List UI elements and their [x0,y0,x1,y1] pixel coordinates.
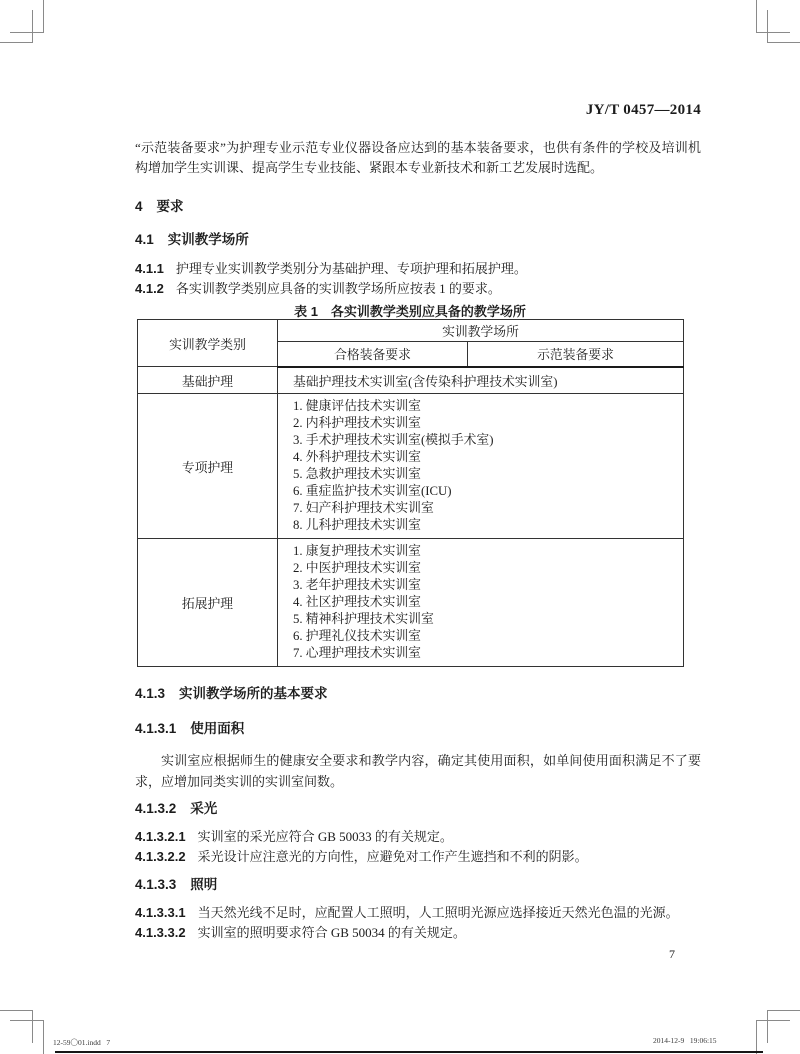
section-number: 4 [135,199,143,214]
list-item: 2. 内科护理技术实训室 [293,416,421,430]
clause-number: 4.1.1 [135,261,164,276]
section-title: 要求 [156,199,184,214]
clause-number: 4.1.3.3.1 [135,905,186,920]
clause-number: 4.1.3.2.1 [135,829,186,844]
table-header-category: 实训教学类别 [138,320,278,367]
crop-mark-bottom-left-inner [10,1020,44,1054]
clause-4-1-3-3-1 [135,903,701,923]
row-category-basic: 基础护理 [138,367,278,394]
intro-paragraph: “示范装备要求”为护理专业示范专业仪器设备应达到的基本装备要求，也供有条件的学校及培训机构增加学生实训课、提高学生专业技能、紧跟本专业新技术和新工艺发展时选配。 [135,140,701,175]
list-item: 3. 手术护理技术实训室(模拟手术室) [293,433,494,447]
clause-number: 4.1.3.2.2 [135,849,186,864]
section-number: 4.1.3.3 [135,877,177,892]
section-title: 实训教学场所的基本要求 [179,686,328,701]
list-item: 5. 急救护理技术实训室 [293,467,421,481]
footer-file-name: 12-59〇01.indd 7 [53,1038,111,1047]
list-item: 1. 康复护理技术实训室 [293,544,421,558]
clause-4-1-3-3-2 [135,923,701,943]
paragraph-4-1-3-1: 实训室应根据师生的健康安全要求和教学内容，确定其使用面积，如单间使用面积满足不了要求，应增加同类实训的实训室间数。 [135,753,701,789]
footer-timestamp: 2014-12-9 19:06:15 [653,1036,717,1045]
row-items-basic: 基础护理技术实训室(含传染科护理技术实训室) [278,367,684,394]
clause-text: 实训室的采光应符合 GB 50033 的有关规定。 [197,829,453,844]
section-heading-4-1-3-2 [135,799,701,819]
section-heading-4-1-3 [135,684,701,704]
table-1 [137,319,684,667]
bottom-edge-rule [55,1051,763,1053]
clause-4-1-1 [135,259,701,279]
crop-mark-top-right-inner [767,10,800,43]
clause-4-1-2 [135,279,701,299]
row-category-extended: 拓展护理 [138,539,278,667]
section-heading-4-1-3-1 [135,719,701,739]
list-item: 4. 外科护理技术实训室 [293,450,421,464]
section-number: 4.1 [135,232,154,247]
table-row [138,367,684,394]
clause-text: 各实训教学类别应具备的实训教学场所应按表 1 的要求。 [175,281,501,296]
section-title: 使用面积 [190,721,245,736]
section-number: 4.1.3 [135,686,166,701]
row-items-extended [278,539,684,667]
table-header-place: 实训教学场所 [278,320,684,342]
clause-4-1-3-2-1 [135,827,701,847]
list-item: 1. 健康评估技术实训室 [293,399,421,413]
row-items-special [278,394,684,539]
clause-text: 护理专业实训教学类别分为基础护理、专项护理和拓展护理。 [175,261,527,276]
list-item: 6. 护理礼仪技术实训室 [293,629,421,643]
list-item: 2. 中医护理技术实训室 [293,561,421,575]
list-item: 7. 心理护理技术实训室 [293,646,421,660]
section-heading-4-1 [135,230,701,250]
clause-text: 当天然光线不足时，应配置人工照明，人工照明光源应选择接近天然光色温的光源。 [197,905,679,920]
clause-number: 4.1.2 [135,281,164,296]
clause-text: 实训室的照明要求符合 GB 50034 的有关规定。 [197,925,466,940]
section-heading-4 [135,197,701,217]
list-item: 7. 妇产科护理技术实训室 [293,501,434,515]
list-item: 6. 重症监护技术实训室(ICU) [293,484,452,498]
section-title: 采光 [190,801,218,816]
list-item: 5. 精神科护理技术实训室 [293,612,434,626]
table-header-qualified: 合格装备要求 [278,342,468,367]
list-item: 4. 社区护理技术实训室 [293,595,421,609]
crop-mark-top-left-inner [0,10,33,43]
table-1-caption: 表 1 各实训教学类别应具备的教学场所 [294,304,526,319]
clause-number: 4.1.3.3.2 [135,925,186,940]
table-row [138,539,684,667]
list-item: 8. 儿科护理技术实训室 [293,518,421,532]
list-item: 3. 老年护理技术实训室 [293,578,421,592]
clause-4-1-3-2-2 [135,847,701,867]
section-number: 4.1.3.1 [135,721,177,736]
table-row [138,394,684,539]
standard-code: JY/T 0457—2014 [585,102,701,118]
row-category-special: 专项护理 [138,394,278,539]
table-header-demonstration: 示范装备要求 [468,342,684,367]
page-number: 7 [669,947,675,961]
section-heading-4-1-3-3 [135,875,701,895]
section-title: 照明 [190,877,218,892]
crop-mark-bottom-right-inner [756,1020,790,1054]
clause-text: 采光设计应注意光的方向性，应避免对工作产生遮挡和不利的阴影。 [197,849,588,864]
section-number: 4.1.3.2 [135,801,177,816]
section-title: 实训教学场所 [167,232,249,247]
